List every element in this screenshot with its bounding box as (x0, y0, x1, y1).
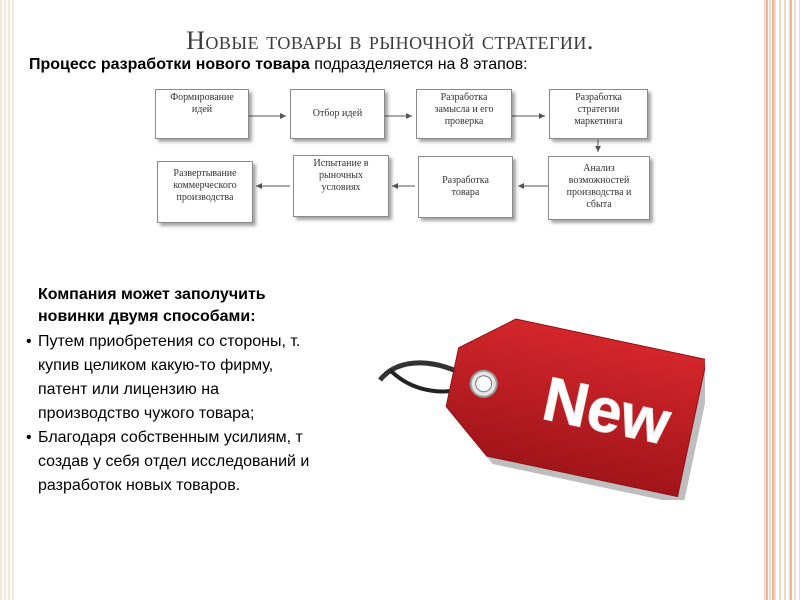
subtitle-bold: Процесс разработки нового товара (29, 56, 310, 73)
bullet-marker: • (26, 333, 32, 350)
stage-box-commercialization: Развертывание коммерческого производства (157, 161, 253, 223)
list-item (18, 426, 343, 498)
stage-box-concept-development: Разработка замысла и его проверка (416, 89, 512, 139)
stage-box-idea-screening: Отбор идей (290, 89, 385, 139)
new-price-tag-image (360, 300, 705, 500)
stage-box-product-development: Разработка товара (418, 156, 513, 218)
subtitle-rest: подразделяется на 8 этапов: (309, 56, 528, 73)
intro-text: Компания может заполучить новинки двумя способами: (38, 286, 266, 325)
stage-box-idea-generation: Формирование идей (155, 89, 249, 139)
bullet-list (18, 330, 343, 498)
slide-title: Новые товары в рыночной стратегии. (186, 26, 594, 55)
body-text (18, 284, 343, 504)
tag-text: New (537, 364, 677, 459)
stage-box-business-analysis: Анализ возможностей производства и сбыта (548, 156, 650, 220)
list-item-text: Благодаря собственным усилиям, т создав у себя отдел исследований и разработок новых товаров. (38, 429, 310, 494)
bullet-marker: • (26, 429, 32, 446)
tag-body (438, 309, 705, 497)
price-tag-icon (360, 300, 705, 500)
stage-box-marketing-strategy: Разработка стратегии маркетинга (549, 89, 648, 139)
list-item (18, 330, 343, 426)
list-item-text: Путем приобретения со стороны, т. купив целиком какую-то фирму, патент или лицензию на производство чужого товара; (38, 333, 301, 422)
stage-box-market-testing: Испытание в рыночных условиях (293, 155, 389, 217)
